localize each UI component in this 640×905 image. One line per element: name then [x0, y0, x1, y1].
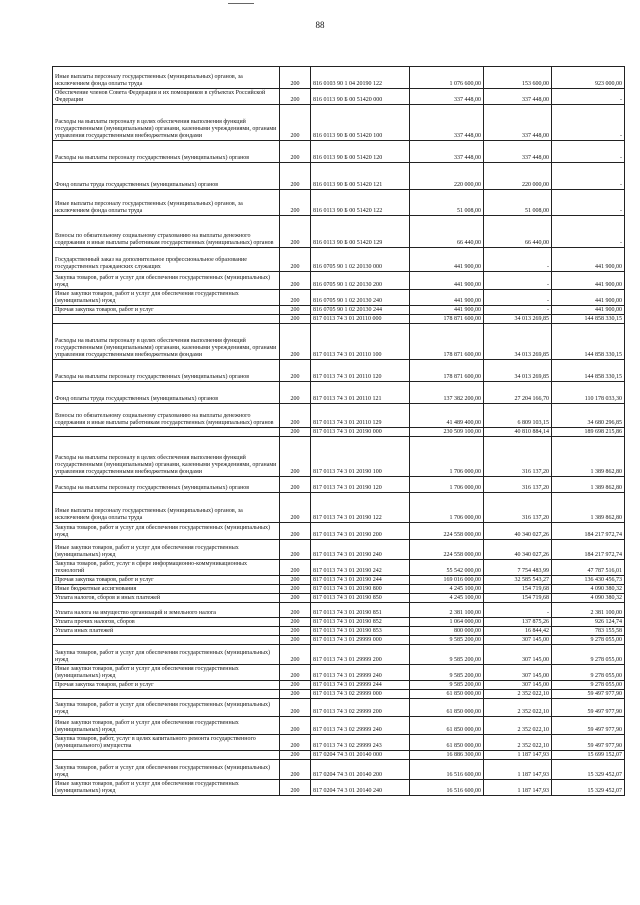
row-approved-cell: 61 850 000,00 [410, 717, 484, 735]
row-executed-cell: 137 875,26 [484, 618, 552, 627]
row-name-cell: Закупка товаров, работ и услуг для обеспечения государственных (муниципальных) нужд [53, 272, 280, 290]
row-remaining-cell: 59 497 977,90 [552, 690, 625, 699]
row-executed-cell: 40 340 027,26 [484, 523, 552, 540]
row-executed-cell: - [484, 306, 552, 315]
row-code-cell: 200 [280, 105, 311, 141]
row-classification-cell: 817 0113 74 3 01 20190 242 [311, 560, 410, 576]
row-code-cell: 200 [280, 290, 311, 306]
row-name-cell: Иные закупки товаров, работ и услуг для обеспечения государственных (муниципальных) нужд [53, 540, 280, 560]
table-row [53, 428, 625, 437]
row-name-cell: Обеспечение членов Совета Федерации и их помощников в субъектах Российской Федерации [53, 89, 280, 105]
row-remaining-cell: 15 329 452,07 [552, 780, 625, 796]
table-row [53, 216, 625, 248]
row-classification-cell: 817 0113 74 3 02 29999 243 [311, 735, 410, 751]
row-remaining-cell: 9 278 055,00 [552, 681, 625, 690]
row-name-cell: Прочая закупка товаров, работ и услуг [53, 576, 280, 585]
row-remaining-cell: 184 217 972,74 [552, 540, 625, 560]
row-approved-cell: 1 076 600,00 [410, 67, 484, 89]
row-code-cell: 200 [280, 382, 311, 404]
row-approved-cell: 4 245 100,00 [410, 585, 484, 594]
row-name-cell: Закупка товаров, работ и услуг для обеспечения государственных (муниципальных) нужд [53, 523, 280, 540]
row-classification-cell: 817 0113 74 3 01 20110 120 [311, 360, 410, 382]
row-name-cell: Иные выплаты персоналу государственных (муниципальных) органов, за исключением фонда оплаты труда [53, 67, 280, 89]
row-classification-cell: 817 0113 74 3 01 20110 100 [311, 324, 410, 360]
row-name-cell: Закупка товаров, работ, услуг в целях капитального ремонта государственного (муниципального) имущества [53, 735, 280, 751]
row-executed-cell: 154 719,68 [484, 594, 552, 603]
table-row [53, 560, 625, 576]
row-name-cell: Иные бюджетные ассигнования [53, 585, 280, 594]
row-approved-cell: 137 382 200,00 [410, 382, 484, 404]
row-classification-cell: 816 0113 90 Б 00 51420 121 [311, 163, 410, 190]
row-name-cell: Прочая закупка товаров, работ и услуг [53, 681, 280, 690]
row-executed-cell: 2 352 022,10 [484, 735, 552, 751]
row-executed-cell: 154 719,68 [484, 585, 552, 594]
row-approved-cell: 337 448,00 [410, 141, 484, 163]
row-executed-cell: 153 600,00 [484, 67, 552, 89]
row-code-cell: 200 [280, 699, 311, 717]
row-remaining-cell: 9 278 055,00 [552, 636, 625, 645]
row-remaining-cell: 110 178 033,30 [552, 382, 625, 404]
table-row [53, 272, 625, 290]
row-name-cell: Уплата налога на имущество организаций и земельного налога [53, 603, 280, 618]
table-row [53, 690, 625, 699]
row-classification-cell: 816 0103 90 1 04 20190 122 [311, 67, 410, 89]
row-code-cell: 200 [280, 437, 311, 477]
row-approved-cell: 441 900,00 [410, 248, 484, 272]
row-code-cell: 200 [280, 594, 311, 603]
table-row [53, 141, 625, 163]
row-name-cell: Фонд оплаты труда государственных (муниципальных) органов [53, 382, 280, 404]
row-code-cell: 200 [280, 163, 311, 190]
row-name-cell: Уплата прочих налогов, сборов [53, 618, 280, 627]
row-approved-cell: 178 871 600,00 [410, 360, 484, 382]
row-code-cell: 200 [280, 618, 311, 627]
row-remaining-cell: 59 497 977,90 [552, 699, 625, 717]
row-classification-cell: 816 0705 90 1 02 20130 200 [311, 272, 410, 290]
row-approved-cell: 9 585 200,00 [410, 681, 484, 690]
row-name-cell [53, 751, 280, 760]
row-approved-cell: 2 381 100,00 [410, 603, 484, 618]
row-code-cell: 200 [280, 477, 311, 493]
row-remaining-cell: 47 787 516,01 [552, 560, 625, 576]
row-classification-cell: 817 0113 74 3 01 20190 852 [311, 618, 410, 627]
row-name-cell: Расходы на выплаты персоналу государственных (муниципальных) органов [53, 477, 280, 493]
row-executed-cell: 337 448,00 [484, 141, 552, 163]
row-classification-cell: 817 0113 74 3 01 20190 850 [311, 594, 410, 603]
row-remaining-cell: 783 155,58 [552, 627, 625, 636]
table-row [53, 493, 625, 523]
row-name-cell: Иные закупки товаров, работ и услуг для обеспечения государственных (муниципальных) нужд [53, 290, 280, 306]
row-approved-cell: 66 440,00 [410, 216, 484, 248]
row-remaining-cell: 144 858 330,15 [552, 315, 625, 324]
row-classification-cell: 817 0113 74 3 01 20190 122 [311, 493, 410, 523]
row-name-cell: Иные выплаты персоналу государственных (муниципальных) органов, за исключением фонда оплаты труда [53, 190, 280, 216]
row-code-cell: 200 [280, 636, 311, 645]
row-approved-cell: 178 871 600,00 [410, 315, 484, 324]
row-approved-cell: 61 850 000,00 [410, 690, 484, 699]
row-name-cell: Иные выплаты персоналу государственных (муниципальных) органов, за исключением фонда оплаты труда [53, 493, 280, 523]
row-classification-cell: 817 0113 74 3 01 20110 129 [311, 404, 410, 428]
row-code-cell: 200 [280, 493, 311, 523]
row-approved-cell: 16 516 600,00 [410, 760, 484, 780]
row-code-cell: 200 [280, 576, 311, 585]
row-remaining-cell: 4 090 380,32 [552, 585, 625, 594]
page-number: 88 [315, 20, 325, 30]
row-executed-cell: 6 809 103,15 [484, 404, 552, 428]
table-row [53, 324, 625, 360]
row-name-cell: Закупка товаров, работ и услуг для обеспечения государственных (муниципальных) нужд [53, 645, 280, 665]
table-row [53, 437, 625, 477]
row-remaining-cell: 15 699 152,07 [552, 751, 625, 760]
table-row [53, 760, 625, 780]
row-remaining-cell: 15 329 452,07 [552, 760, 625, 780]
row-classification-cell: 817 0204 74 3 01 20140 000 [311, 751, 410, 760]
table-row [53, 618, 625, 627]
row-code-cell: 200 [280, 690, 311, 699]
row-executed-cell: 316 137,20 [484, 437, 552, 477]
row-approved-cell: 61 850 000,00 [410, 699, 484, 717]
row-remaining-cell: 59 497 977,90 [552, 717, 625, 735]
table-row [53, 360, 625, 382]
budget-table-body [53, 67, 625, 796]
row-executed-cell: 316 137,20 [484, 477, 552, 493]
row-name-cell [53, 428, 280, 437]
row-classification-cell: 817 0113 74 3 01 29999 240 [311, 665, 410, 681]
row-approved-cell: 9 585 200,00 [410, 645, 484, 665]
row-executed-cell: 1 187 147,93 [484, 780, 552, 796]
budget-table [52, 66, 625, 796]
row-executed-cell: - [484, 603, 552, 618]
row-classification-cell: 817 0113 74 3 01 20190 000 [311, 428, 410, 437]
row-code-cell: 200 [280, 190, 311, 216]
table-row [53, 477, 625, 493]
row-classification-cell: 817 0113 74 3 01 20190 853 [311, 627, 410, 636]
row-executed-cell: 51 008,00 [484, 190, 552, 216]
row-executed-cell: 34 013 269,85 [484, 324, 552, 360]
row-approved-cell: 224 558 000,00 [410, 540, 484, 560]
row-executed-cell: - [484, 272, 552, 290]
row-name-cell [53, 690, 280, 699]
row-approved-cell: 441 900,00 [410, 272, 484, 290]
row-remaining-cell: 2 381 100,00 [552, 603, 625, 618]
row-code-cell: 200 [280, 681, 311, 690]
row-approved-cell: 9 585 200,00 [410, 665, 484, 681]
row-name-cell: Фонд оплаты труда государственных (муниципальных) органов [53, 163, 280, 190]
table-row [53, 67, 625, 89]
row-executed-cell: 40 810 884,14 [484, 428, 552, 437]
row-name-cell: Расходы на выплаты персоналу в целях обеспечения выполнения функций государственными (муниципальными) органами, казенными учреждениями, органами управления государственными внебюджетными фондами [53, 324, 280, 360]
row-executed-cell: 220 000,00 [484, 163, 552, 190]
row-approved-cell: 337 448,00 [410, 105, 484, 141]
row-name-cell: Расходы на выплаты персоналу государственных (муниципальных) органов [53, 360, 280, 382]
row-approved-cell: 220 000,00 [410, 163, 484, 190]
row-remaining-cell: 1 389 862,80 [552, 493, 625, 523]
row-classification-cell: 817 0113 74 3 01 20190 800 [311, 585, 410, 594]
row-remaining-cell: 441 900,00 [552, 248, 625, 272]
row-name-cell: Расходы на выплаты персоналу государственных (муниципальных) органов [53, 141, 280, 163]
row-approved-cell: 61 850 000,00 [410, 735, 484, 751]
row-approved-cell: 4 245 100,00 [410, 594, 484, 603]
row-executed-cell: 16 844,42 [484, 627, 552, 636]
row-code-cell: 200 [280, 665, 311, 681]
row-executed-cell: 1 187 147,93 [484, 751, 552, 760]
row-code-cell: 200 [280, 540, 311, 560]
row-executed-cell: 1 187 147,93 [484, 760, 552, 780]
row-executed-cell: 307 145,00 [484, 636, 552, 645]
row-executed-cell: 337 448,00 [484, 105, 552, 141]
row-remaining-cell: 59 497 977,90 [552, 735, 625, 751]
row-classification-cell: 816 0705 90 1 02 20130 240 [311, 290, 410, 306]
table-row [53, 163, 625, 190]
row-approved-cell: 1 706 000,00 [410, 437, 484, 477]
row-name-cell: Иные закупки товаров, работ и услуг для обеспечения государственных (муниципальных) нужд [53, 780, 280, 796]
row-code-cell: 200 [280, 585, 311, 594]
row-classification-cell: 816 0705 90 1 02 20130 244 [311, 306, 410, 315]
table-row [53, 645, 625, 665]
row-name-cell: Закупка товаров, работ и услуг для обеспечения государственных (муниципальных) нужд [53, 760, 280, 780]
row-approved-cell: 1 706 000,00 [410, 477, 484, 493]
row-classification-cell: 816 0113 90 Б 00 51420 129 [311, 216, 410, 248]
row-code-cell: 200 [280, 751, 311, 760]
row-classification-cell: 817 0113 74 3 01 20190 200 [311, 523, 410, 540]
row-code-cell: 200 [280, 141, 311, 163]
row-code-cell: 200 [280, 360, 311, 382]
row-executed-cell: 34 013 269,85 [484, 360, 552, 382]
row-name-cell: Закупка товаров, работ, услуг в сфере информационно-коммуникационных технологий [53, 560, 280, 576]
row-executed-cell: 40 340 027,26 [484, 540, 552, 560]
table-row [53, 576, 625, 585]
row-classification-cell: 817 0113 74 3 01 29999 200 [311, 645, 410, 665]
row-code-cell: 200 [280, 735, 311, 751]
row-remaining-cell: 4 090 380,32 [552, 594, 625, 603]
row-executed-cell: 32 585 543,27 [484, 576, 552, 585]
top-rule [228, 3, 254, 4]
row-code-cell: 200 [280, 780, 311, 796]
row-executed-cell: 337 448,00 [484, 89, 552, 105]
row-executed-cell: 66 440,00 [484, 216, 552, 248]
row-code-cell: 200 [280, 717, 311, 735]
row-approved-cell: 9 585 200,00 [410, 636, 484, 645]
row-code-cell: 200 [280, 306, 311, 315]
row-classification-cell: 816 0113 90 Б 00 51420 122 [311, 190, 410, 216]
row-executed-cell: 307 145,00 [484, 645, 552, 665]
row-classification-cell: 817 0113 74 3 02 29999 000 [311, 690, 410, 699]
row-code-cell: 200 [280, 89, 311, 105]
row-remaining-cell: 9 278 055,00 [552, 665, 625, 681]
row-remaining-cell: 1 389 862,80 [552, 477, 625, 493]
row-name-cell: Иные закупки товаров, работ и услуг для обеспечения государственных (муниципальных) нужд [53, 665, 280, 681]
row-remaining-cell: 441 900,00 [552, 306, 625, 315]
row-approved-cell: 55 542 000,00 [410, 560, 484, 576]
row-name-cell: Расходы на выплаты персоналу в целях обеспечения выполнения функций государственными (муниципальными) органами, казенными учреждениями, органами управления государственными внебюджетными фондами [53, 105, 280, 141]
row-classification-cell: 817 0113 74 3 02 29999 240 [311, 717, 410, 735]
row-approved-cell: 16 516 600,00 [410, 780, 484, 796]
row-executed-cell: 2 352 022,10 [484, 690, 552, 699]
row-remaining-cell: - [552, 105, 625, 141]
row-executed-cell: 27 204 166,70 [484, 382, 552, 404]
row-approved-cell: 230 509 100,00 [410, 428, 484, 437]
row-executed-cell: 307 145,00 [484, 665, 552, 681]
row-code-cell: 200 [280, 324, 311, 360]
row-name-cell: Закупка товаров, работ и услуг для обеспечения государственных (муниципальных) нужд [53, 699, 280, 717]
row-executed-cell: 316 137,20 [484, 493, 552, 523]
row-classification-cell: 817 0204 74 3 01 20140 240 [311, 780, 410, 796]
row-classification-cell: 817 0113 74 3 01 20190 240 [311, 540, 410, 560]
table-row [53, 594, 625, 603]
table-row [53, 404, 625, 428]
row-remaining-cell: - [552, 141, 625, 163]
table-row [53, 523, 625, 540]
table-row [53, 290, 625, 306]
row-name-cell: Расходы на выплаты персоналу в целях обеспечения выполнения функций государственными (муниципальными) органами, казенными учреждениями, органами управления государственными внебюджетными фондами [53, 437, 280, 477]
row-name-cell: Уплата иных платежей [53, 627, 280, 636]
table-row [53, 585, 625, 594]
table-row [53, 105, 625, 141]
row-approved-cell: 441 900,00 [410, 290, 484, 306]
row-remaining-cell: - [552, 163, 625, 190]
row-remaining-cell: 136 430 456,73 [552, 576, 625, 585]
row-classification-cell: 817 0113 74 3 01 20190 100 [311, 437, 410, 477]
row-executed-cell: 34 013 269,85 [484, 315, 552, 324]
row-classification-cell: 816 0113 90 Б 00 51420 100 [311, 105, 410, 141]
row-code-cell: 200 [280, 523, 311, 540]
row-classification-cell: 816 0113 90 Б 00 51420 120 [311, 141, 410, 163]
row-remaining-cell: 1 389 862,80 [552, 437, 625, 477]
table-row [53, 699, 625, 717]
row-approved-cell: 16 886 300,00 [410, 751, 484, 760]
row-code-cell: 200 [280, 315, 311, 324]
row-approved-cell: 51 008,00 [410, 190, 484, 216]
row-remaining-cell: 441 900,00 [552, 272, 625, 290]
row-executed-cell: 2 352 022,10 [484, 717, 552, 735]
table-row [53, 306, 625, 315]
table-row [53, 751, 625, 760]
row-classification-cell: 817 0113 74 3 01 20110 000 [311, 315, 410, 324]
row-classification-cell: 817 0113 74 3 01 29999 000 [311, 636, 410, 645]
table-row [53, 681, 625, 690]
row-name-cell: Прочая закупка товаров, работ и услуг [53, 306, 280, 315]
row-code-cell: 200 [280, 248, 311, 272]
row-executed-cell: 7 754 483,99 [484, 560, 552, 576]
row-remaining-cell: - [552, 190, 625, 216]
table-row [53, 89, 625, 105]
row-remaining-cell: 144 858 330,15 [552, 324, 625, 360]
row-approved-cell: 441 900,00 [410, 306, 484, 315]
row-remaining-cell: 144 858 330,15 [552, 360, 625, 382]
row-classification-cell: 817 0113 74 3 01 20110 121 [311, 382, 410, 404]
row-classification-cell: 817 0113 74 3 02 29999 200 [311, 699, 410, 717]
row-name-cell: Государственный заказ на дополнительное профессиональное образование государственных гражданских служащих [53, 248, 280, 272]
row-code-cell: 200 [280, 627, 311, 636]
row-name-cell: Уплата налогов, сборов и иных платежей [53, 594, 280, 603]
row-code-cell: 200 [280, 560, 311, 576]
row-executed-cell: - [484, 248, 552, 272]
row-code-cell: 200 [280, 216, 311, 248]
table-row [53, 315, 625, 324]
row-code-cell: 200 [280, 645, 311, 665]
row-executed-cell: 307 145,00 [484, 681, 552, 690]
table-row [53, 603, 625, 618]
table-row [53, 735, 625, 751]
row-approved-cell: 337 448,00 [410, 89, 484, 105]
row-classification-cell: 817 0204 74 3 01 20140 200 [311, 760, 410, 780]
row-remaining-cell: 923 000,00 [552, 67, 625, 89]
row-code-cell: 200 [280, 760, 311, 780]
row-remaining-cell: - [552, 89, 625, 105]
row-remaining-cell: - [552, 216, 625, 248]
row-code-cell: 200 [280, 272, 311, 290]
row-remaining-cell: 9 278 055,00 [552, 645, 625, 665]
row-code-cell: 200 [280, 404, 311, 428]
row-approved-cell: 1 706 000,00 [410, 493, 484, 523]
row-approved-cell: 1 064 000,00 [410, 618, 484, 627]
row-name-cell [53, 315, 280, 324]
row-classification-cell: 817 0113 74 3 01 20190 244 [311, 576, 410, 585]
table-row [53, 190, 625, 216]
row-remaining-cell: 926 124,74 [552, 618, 625, 627]
table-row [53, 627, 625, 636]
row-name-cell: Взносы по обязательному социальному страхованию на выплаты денежного содержания и иные выплаты работникам государственных (муниципальных) органов [53, 216, 280, 248]
row-approved-cell: 169 016 000,00 [410, 576, 484, 585]
table-row [53, 248, 625, 272]
row-classification-cell: 817 0113 74 3 01 20190 120 [311, 477, 410, 493]
row-approved-cell: 800 000,00 [410, 627, 484, 636]
row-approved-cell: 178 871 600,00 [410, 324, 484, 360]
table-row [53, 717, 625, 735]
row-name-cell: Взносы по обязательному социальному страхованию на выплаты денежного содержания и иные выплаты работникам государственных (муниципальных) органов [53, 404, 280, 428]
row-remaining-cell: 441 900,00 [552, 290, 625, 306]
row-classification-cell: 816 0113 90 Б 00 51420 000 [311, 89, 410, 105]
row-code-cell: 200 [280, 428, 311, 437]
row-code-cell: 200 [280, 603, 311, 618]
row-classification-cell: 816 0705 90 1 02 20130 000 [311, 248, 410, 272]
table-row [53, 540, 625, 560]
row-name-cell: Иные закупки товаров, работ и услуг для обеспечения государственных (муниципальных) нужд [53, 717, 280, 735]
row-remaining-cell: 189 698 215,86 [552, 428, 625, 437]
table-row [53, 382, 625, 404]
row-classification-cell: 817 0113 74 3 01 20190 851 [311, 603, 410, 618]
row-code-cell: 200 [280, 67, 311, 89]
table-row [53, 780, 625, 796]
table-row [53, 636, 625, 645]
row-approved-cell: 41 489 400,00 [410, 404, 484, 428]
table-row [53, 665, 625, 681]
row-name-cell [53, 636, 280, 645]
row-executed-cell: 2 352 022,10 [484, 699, 552, 717]
row-executed-cell: - [484, 290, 552, 306]
row-classification-cell: 817 0113 74 3 01 29999 244 [311, 681, 410, 690]
row-remaining-cell: 184 217 972,74 [552, 523, 625, 540]
row-remaining-cell: 34 680 296,85 [552, 404, 625, 428]
row-approved-cell: 224 558 000,00 [410, 523, 484, 540]
